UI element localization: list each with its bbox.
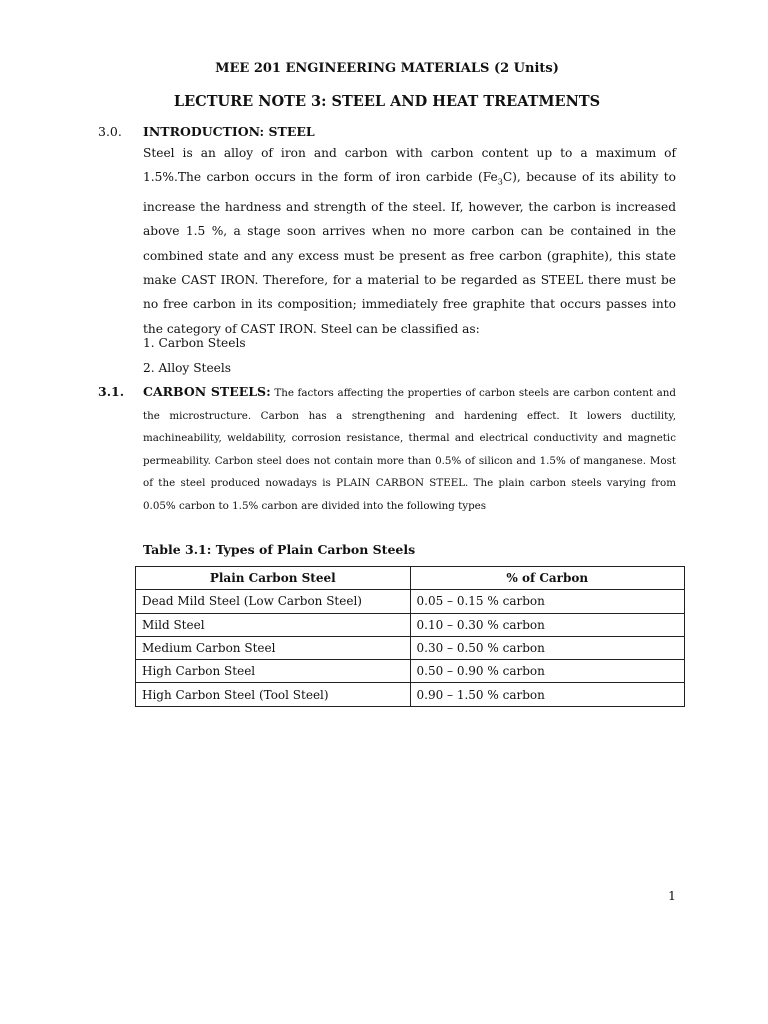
table-row — [136, 660, 685, 683]
section-number-carbon-steels: 3.1. — [98, 384, 125, 399]
list-item-alloy-steels: 2. Alloy Steels — [143, 361, 232, 375]
intro-paragraph — [143, 141, 676, 341]
table-row — [136, 683, 685, 706]
table-cell-carbon-range: 0.30 – 0.50 % carbon — [410, 636, 685, 659]
table-row — [136, 613, 685, 636]
table-cell-steel-type: High Carbon Steel (Tool Steel) — [136, 683, 411, 706]
table-caption: Table 3.1: Types of Plain Carbon Steels — [143, 542, 416, 557]
table-cell-carbon-range: 0.10 – 0.30 % carbon — [410, 613, 685, 636]
carbon-steel-types-table — [135, 566, 685, 707]
intro-paragraph-part1: Steel is an alloy of iron and carbon with carbon content up to a maximum of 1.5%.The carbon occurs in the form of iron carbide (Fe — [143, 146, 676, 185]
table-cell-carbon-range: 0.05 – 0.15 % carbon — [410, 590, 685, 613]
table-cell-steel-type: Mild Steel — [136, 613, 411, 636]
lecture-title: LECTURE NOTE 3: STEEL AND HEAT TREATMENTS — [173, 93, 601, 110]
column-header-carbon: % of Carbon — [410, 567, 685, 590]
page-number: 1 — [668, 888, 676, 903]
table-cell-carbon-range: 0.90 – 1.50 % carbon — [410, 683, 685, 706]
course-title: MEE 201 ENGINEERING MATERIALS (2 Units) — [215, 61, 559, 76]
section-number-intro: 3.0. — [98, 124, 122, 139]
iron-carbide-subscript: 3 — [497, 177, 503, 187]
list-item-carbon-steels: 1. Carbon Steels — [143, 336, 246, 350]
table-cell-carbon-range: 0.50 – 0.90 % carbon — [410, 660, 685, 683]
section-heading-intro: INTRODUCTION: STEEL — [143, 124, 315, 139]
intro-paragraph-part2: C), because of its ability to increase the hardness and strength of the steel. If, however, the carbon is increased above 1.5 %, a stage soon arrives when no more carbon can be contained in the combined state and any excess must be present as free carbon (graphite), this state make CAST IRON. Therefore, for a material to be regarded as STEEL there must be no free carbon in its composition; immediately free graphite that occurs passes into the category of CAST IRON. Steel can be classified as: — [143, 170, 676, 336]
column-header-steel: Plain Carbon Steel — [136, 567, 411, 590]
table-row — [136, 590, 685, 613]
table-cell-steel-type: High Carbon Steel — [136, 660, 411, 683]
table-row — [136, 636, 685, 659]
table-cell-steel-type: Medium Carbon Steel — [136, 636, 411, 659]
table-header-row — [136, 567, 685, 590]
table-cell-steel-type: Dead Mild Steel (Low Carbon Steel) — [136, 590, 411, 613]
carbon-steels-text: The factors affecting the properties of carbon steels are carbon content and the microstructure. Carbon has a strengthening and hardening effect. It lowers ductility, machineability, weldability, corrosion resistance, thermal and electrical conductivity and magnetic permeability. Carbon steel does not contain more than 0.5% of silicon and 1.5% of manganese. Most of the steel produced nowadays is PLAIN CARBON STEEL. The plain carbon steels varying from 0.05% carbon to 1.5% carbon are divided into the following types — [143, 387, 676, 512]
carbon-steels-paragraph — [143, 381, 676, 517]
section-heading-carbon-steels: CARBON STEELS: — [143, 384, 271, 399]
